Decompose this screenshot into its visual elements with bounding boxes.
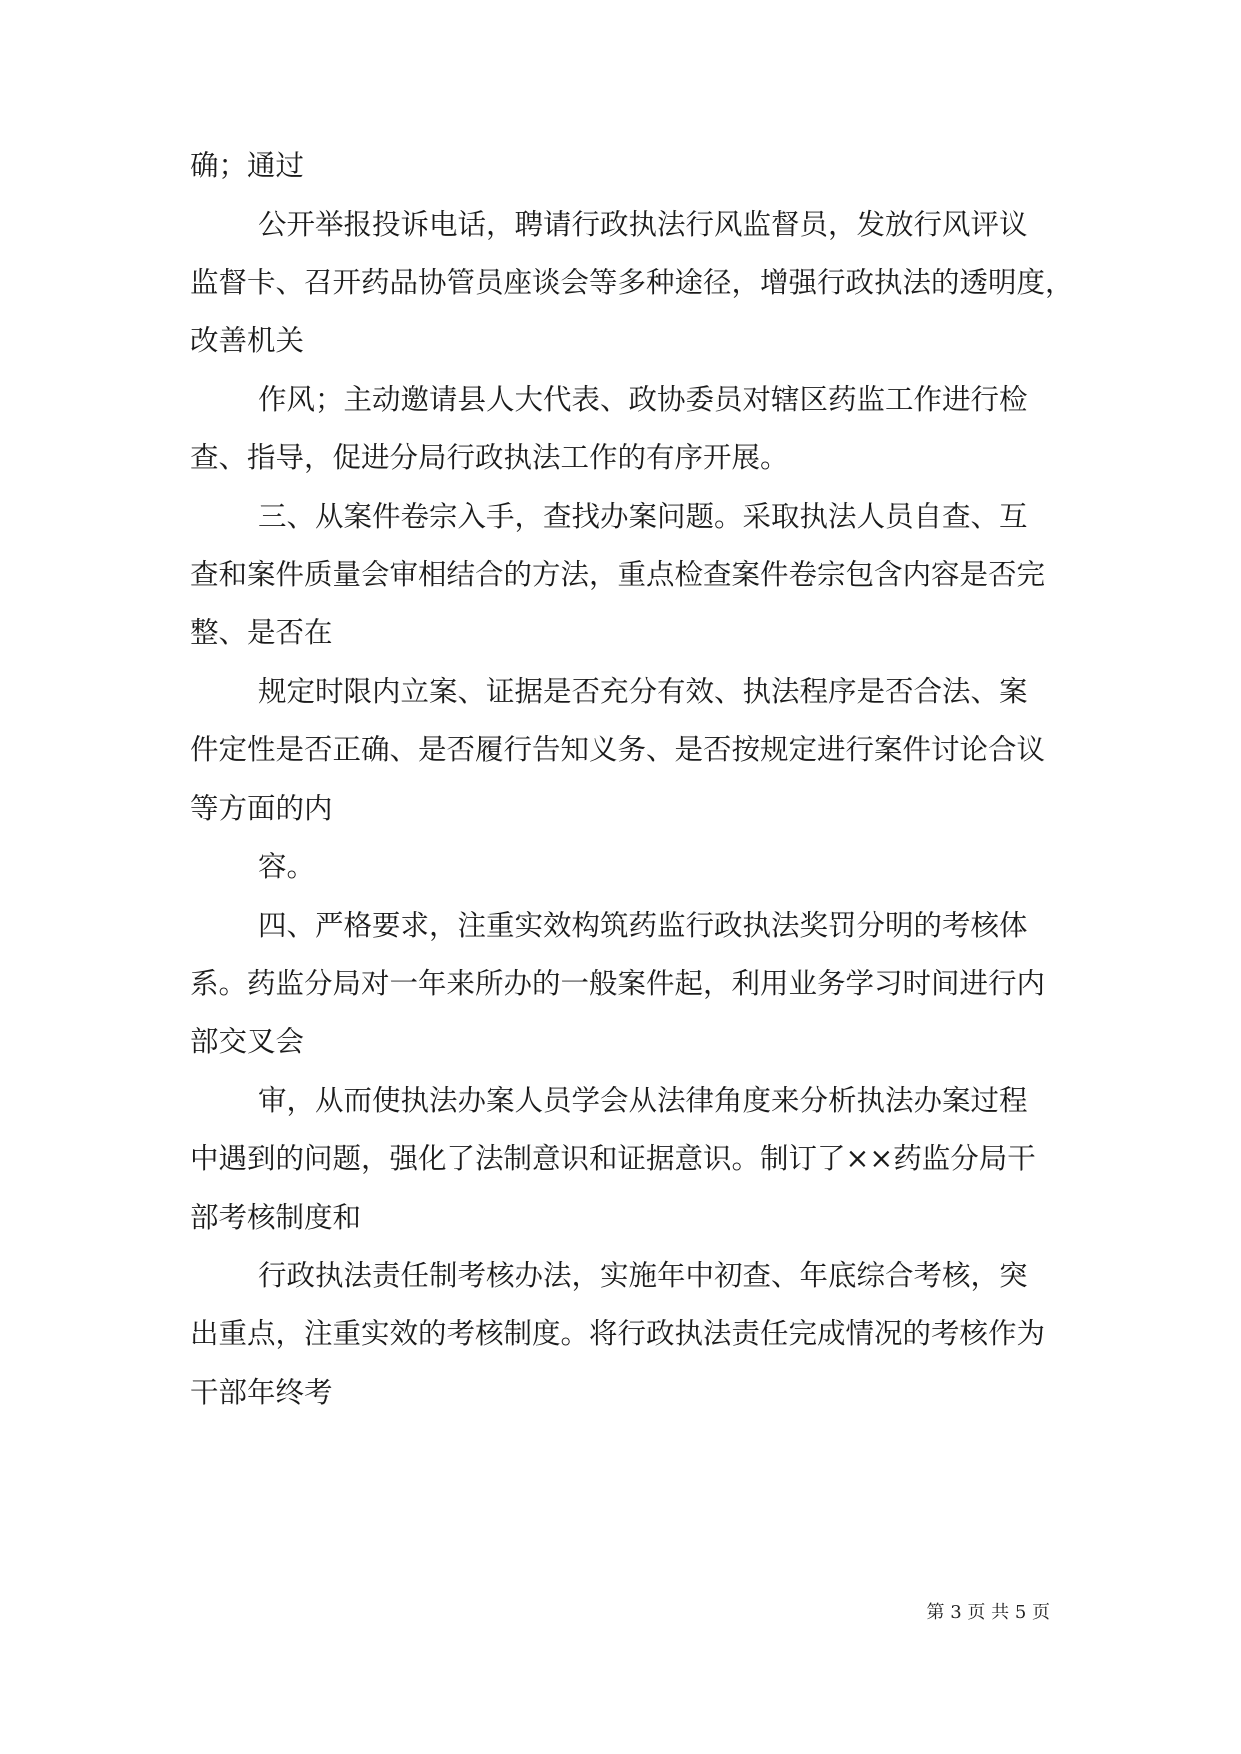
body-text-line: 公开举报投诉电话，聘请行政执法行风监督员，发放行风评议 (258, 208, 1028, 241)
body-text-line: 部交叉会 (190, 1025, 305, 1058)
body-text-line: 查和案件质量会审相结合的方法，重点检查案件卷宗包含内容是否完 (190, 558, 1046, 591)
body-text-line: 整、是否在 (190, 616, 333, 649)
body-text-line: 件定性是否正确、是否履行告知义务、是否按规定进行案件讨论合议 (190, 733, 1046, 766)
body-text-line: 作风；主动邀请县人大代表、政协委员对辖区药监工作进行检 (258, 383, 1028, 416)
body-text-line: 等方面的内 (190, 792, 333, 825)
body-text-line: 中遇到的问题，强化了法制意识和证据意识。制订了××药监分局干 (190, 1142, 1036, 1175)
body-text-line: 系。药监分局对一年来所办的一般案件起，利用业务学习时间进行内 (190, 967, 1046, 1000)
page-number: 第 3 页 共 5 页 (926, 1602, 1050, 1623)
body-text-line: 监督卡、召开药品协管员座谈会等多种途径，增强行政执法的透明度， (190, 266, 1074, 299)
body-text-line: 部考核制度和 (190, 1201, 362, 1234)
body-text-line: 容。 (258, 850, 316, 883)
body-text-line: 审，从而使执法办案人员学会从法律角度来分析执法办案过程 (258, 1084, 1028, 1117)
body-text-line: 干部年终考 (190, 1376, 333, 1409)
body-text-line: 三、从案件卷宗入手，查找办案问题。采取执法人员自查、互 (258, 500, 1028, 533)
body-text-line: 出重点，注重实效的考核制度。将行政执法责任完成情况的考核作为 (190, 1317, 1046, 1350)
body-text-line: 四、严格要求，注重实效构筑药监行政执法奖罚分明的考核体 (258, 909, 1028, 942)
body-text-line: 规定时限内立案、证据是否充分有效、执法程序是否合法、案 (258, 675, 1028, 708)
body-text-line: 确；通过 (190, 149, 305, 182)
body-text-line: 改善机关 (190, 324, 305, 357)
body-text-line: 查、指导，促进分局行政执法工作的有序开展。 (190, 441, 789, 474)
body-text-line: 行政执法责任制考核办法，实施年中初查、年底综合考核，突 (258, 1259, 1028, 1292)
